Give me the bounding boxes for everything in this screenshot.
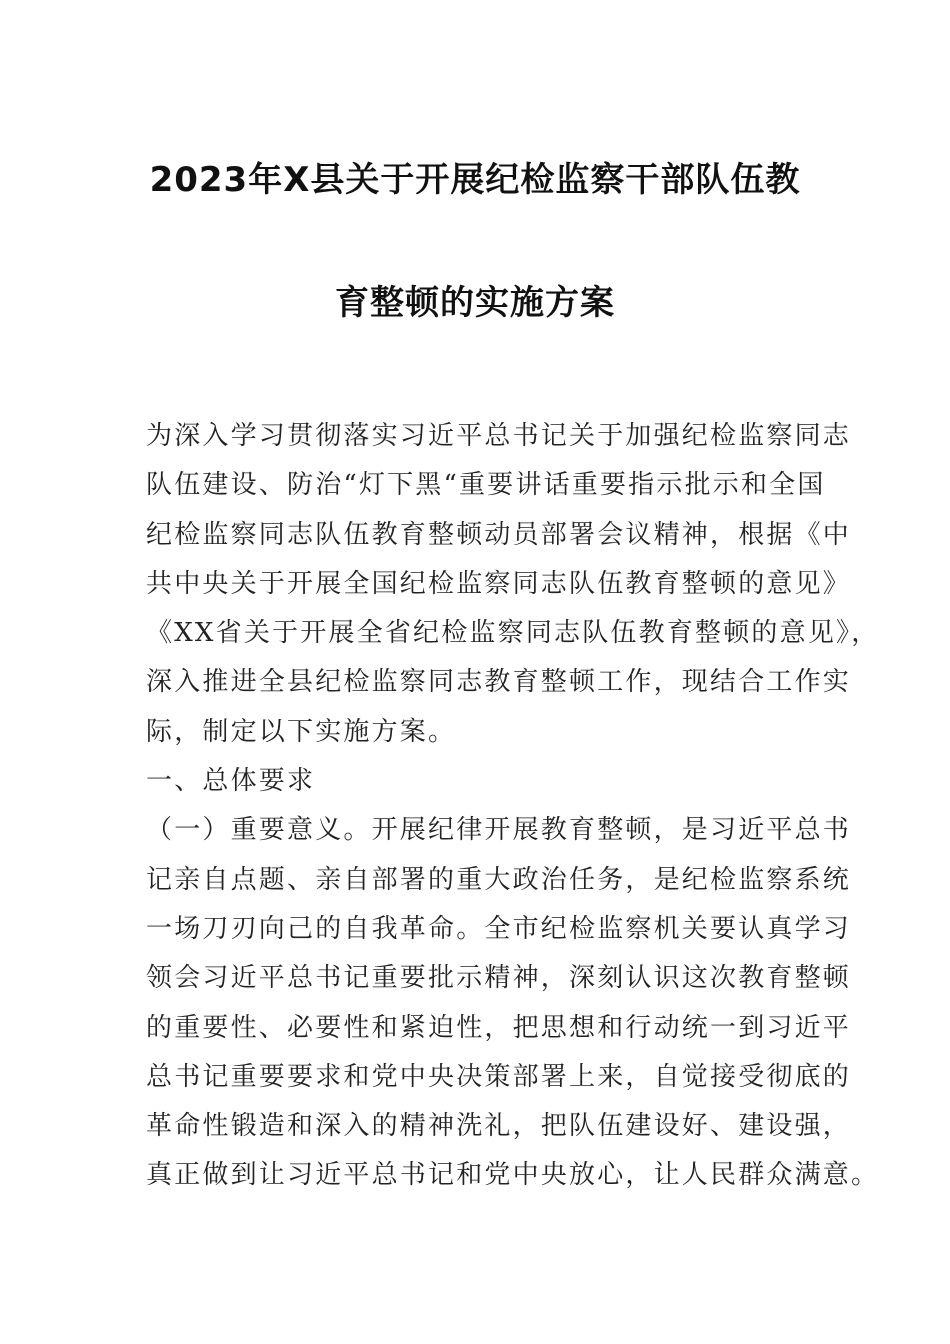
body-line: 真正做到让习近平总书记和党中央放心，让人民群众满意。 [146,1160,880,1191]
body-line: 共中央关于开展全国纪检监察同志队伍教育整顿的意见》 [146,568,852,599]
body-line: 革命性锻造和深入的精神洗礼，把队伍建设好、建设强， [146,1111,852,1142]
document-title-line-2: 育整顿的实施方案 [335,283,615,323]
body-line: 一场刀刃向己的自我革命。全市纪检监察机关要认真学习 [146,913,852,944]
body-line: 的重要性、必要性和紧迫性，把思想和行动统一到习近平 [146,1012,852,1043]
body-line: 队伍建设、防治“灯下黑“重要讲话重要指示批示和全国 [146,470,826,501]
section-heading: 一、总体要求 [146,766,316,797]
body-line: 记亲自点题、亲自部署的重大政治任务，是纪检监察系统 [146,864,852,895]
document-title-line-1: 2023年X县关于开展纪检监察干部队伍教 [149,160,801,200]
body-line: 总书记重要要求和党中央决策部署上来，自觉接受彻底的 [146,1061,852,1092]
body-line: 为深入学习贯彻落实习近平总书记关于加强纪检监察同志 [146,421,852,451]
body-line: 纪检监察同志队伍教育整顿动员部署会议精神，根据《中 [146,519,852,550]
body-line: （一）重要意义。开展纪律开展教育整顿，是习近平总书 [146,815,852,846]
body-line: 际，制定以下实施方案。 [146,716,457,747]
body-line: 深入推进全县纪检监察同志教育整顿工作，现结合工作实 [146,667,852,698]
body-line: 《XX省关于开展全省纪检监察同志队伍教育整顿的意见》， [146,618,880,649]
body-line: 领会习近平总书记重要批示精神，深刻认识这次教育整顿 [146,963,852,994]
document-body [146,412,880,1201]
